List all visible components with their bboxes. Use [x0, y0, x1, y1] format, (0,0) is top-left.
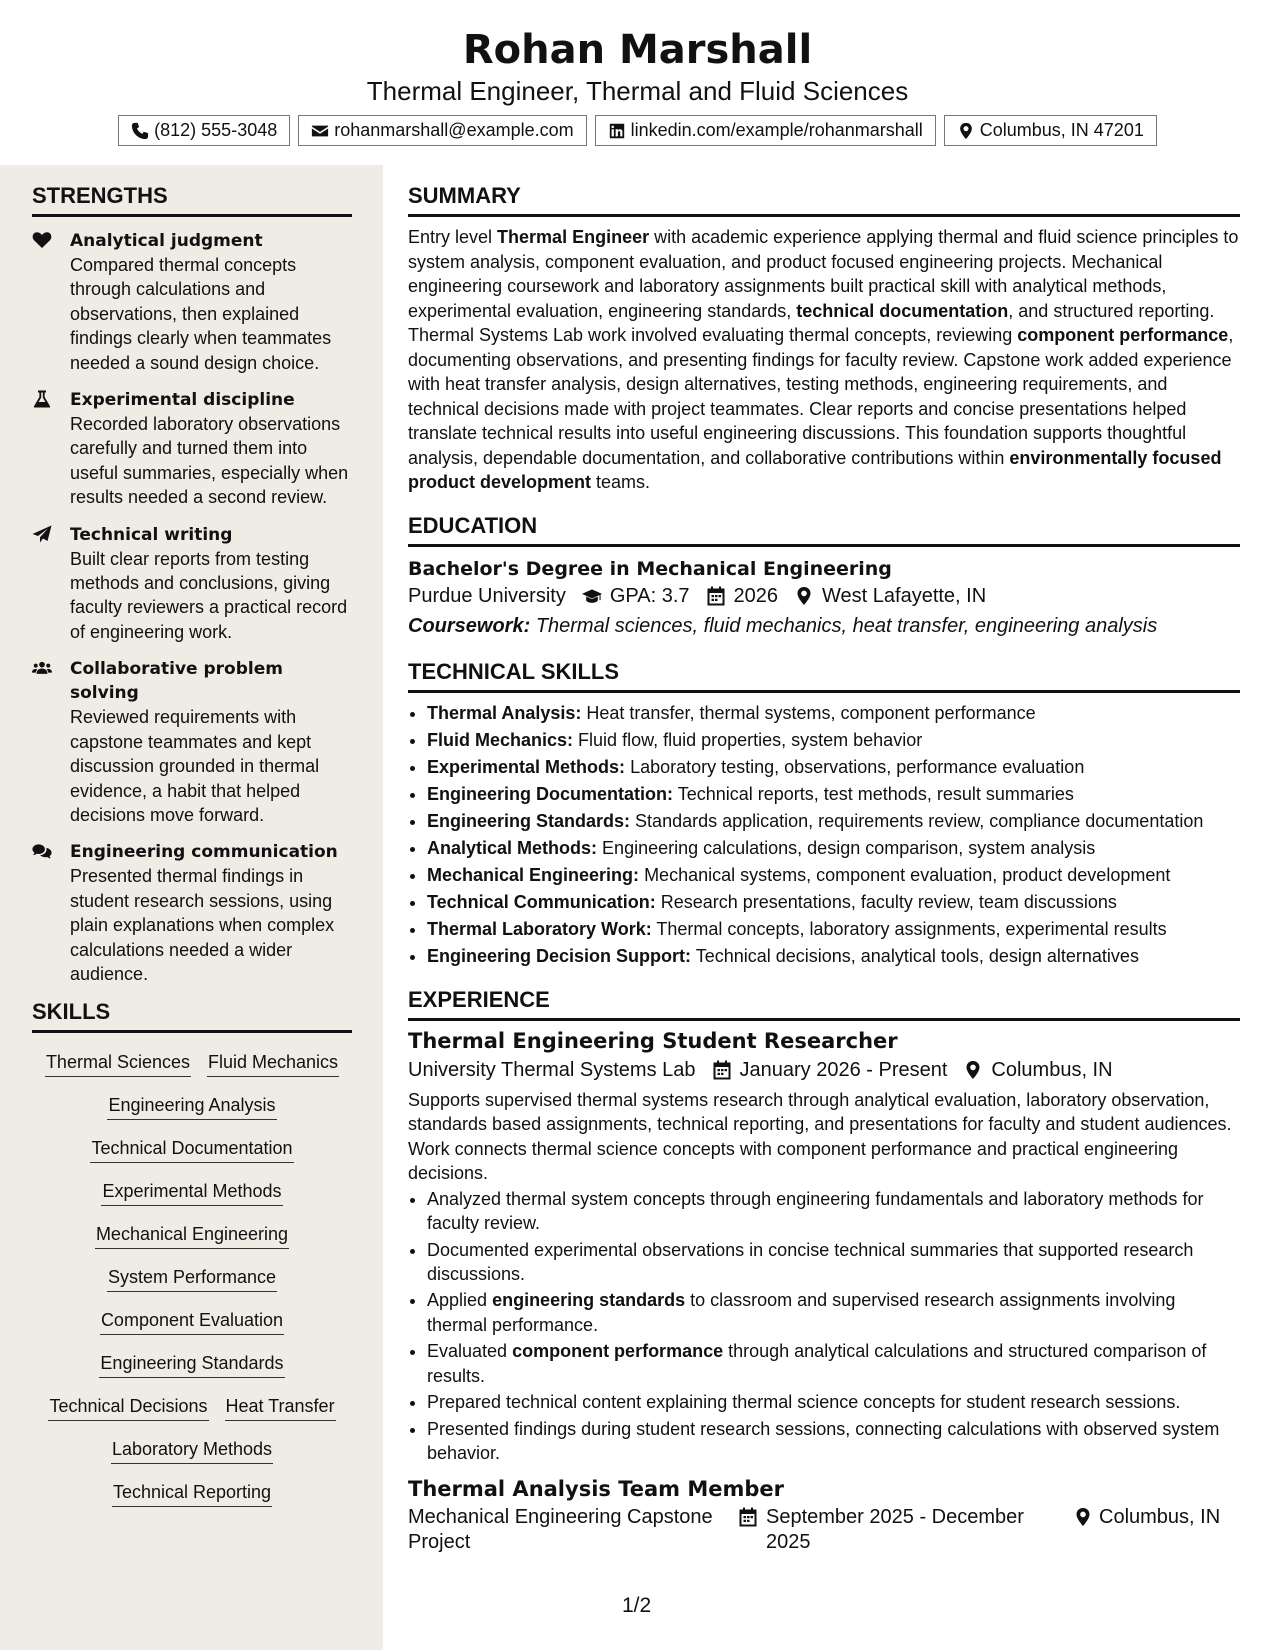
calendar-icon: [706, 586, 726, 606]
heart-icon: [32, 231, 52, 249]
list-item: [427, 728, 1240, 752]
calendar-icon: [712, 1060, 732, 1080]
skill-label: Engineering Documentation:: [427, 783, 674, 804]
list-item: [427, 755, 1240, 779]
map-pin-icon: [957, 122, 975, 140]
text-run: Entry level: [408, 227, 498, 247]
phone-text: (812) 555-3048: [154, 120, 278, 140]
skill-label: Thermal Analysis:: [427, 702, 582, 723]
list-item: [427, 782, 1240, 806]
skill-text: Standards application, requirements review, compliance documentation: [635, 810, 1204, 831]
school-location: West Lafayette, IN: [822, 584, 987, 607]
job-location: Columbus, IN: [991, 1058, 1113, 1081]
gpa-text: GPA: 3.7: [609, 584, 690, 607]
strength-item: [32, 388, 352, 510]
strengths-list: [32, 229, 352, 986]
resume-header: [0, 0, 1275, 165]
emphasis-text: technical documentation: [796, 300, 1009, 321]
education-heading: EDUCATION: [408, 513, 1240, 547]
skill-text: Technical reports, test methods, result summaries: [677, 783, 1074, 804]
strength-title: Analytical judgment: [70, 231, 263, 251]
job-location: Columbus, IN: [1099, 1506, 1221, 1529]
comments-icon: [32, 842, 52, 860]
job-dates: January 2026 - Present: [739, 1058, 948, 1081]
strength-title: Experimental discipline: [70, 390, 295, 411]
strength-desc: Reviewed requirements with capstone teammates and kept discussion grounded in thermal evidence, a habit that helped decisions move forward.: [70, 707, 320, 825]
list-item: [427, 944, 1240, 968]
list-item: [427, 917, 1240, 941]
skill-label: Mechanical Engineering:: [427, 865, 640, 886]
strength-desc: Compared thermal concepts through calculations and observations, then explained findings clearly when teammates needed a sound design choice.: [70, 255, 332, 373]
contact-bar: [0, 115, 1275, 146]
skill-chip: Technical Documentation: [90, 1136, 293, 1163]
text-run: Prepared technical content explaining thermal science concepts for student research sessions.: [427, 1392, 1181, 1413]
skill-chip: System Performance: [107, 1265, 277, 1292]
skill-label: Thermal Laboratory Work:: [427, 919, 652, 940]
map-pin-icon: [963, 1060, 983, 1080]
list-item: [427, 1187, 1240, 1235]
technical-skills-section: [408, 659, 1240, 969]
experience-heading: EXPERIENCE: [408, 987, 1240, 1021]
summary-section: [408, 183, 1240, 495]
skill-chip: Laboratory Methods: [111, 1437, 273, 1464]
map-pin-icon: [1073, 1507, 1093, 1527]
strength-desc: Presented thermal findings in student research sessions, using plain explanations when complex calculations needed a wider audience.: [70, 866, 335, 984]
skill-chip: Engineering Analysis: [107, 1093, 276, 1120]
text-run: Evaluated: [427, 1341, 513, 1362]
skill-text: Research presentations, faculty review, team discussions: [660, 892, 1117, 913]
list-item: [427, 836, 1240, 860]
summary-heading: SUMMARY: [408, 183, 1240, 217]
coursework: [408, 611, 1240, 641]
linkedin-icon: [608, 122, 626, 140]
strength-item: [32, 840, 352, 986]
skill-chip: Technical Reporting: [112, 1480, 272, 1507]
strength-item: [32, 657, 352, 827]
skill-text: Mechanical systems, component evaluation, product development: [644, 865, 1171, 886]
text-run: through analytical calculations and structured comparison of results.: [427, 1341, 1207, 1386]
job-title: Thermal Engineering Student Researcher: [408, 1028, 898, 1053]
text-run: , and structured reporting. Thermal Systems Lab work involved evaluating thermal concepts, reviewing: [408, 300, 1215, 345]
skill-chip: Fluid Mechanics: [207, 1050, 339, 1077]
experience-section: [408, 987, 1240, 1556]
strength-title: Engineering communication: [70, 842, 338, 863]
list-item: [427, 1238, 1240, 1286]
candidate-name: Rohan Marshall: [462, 27, 813, 73]
job-bullets: [408, 1187, 1240, 1466]
emphasis-text: component performance: [1017, 325, 1229, 345]
technical-skills-list: [408, 701, 1240, 969]
skill-chip: Component Evaluation: [100, 1308, 284, 1335]
strengths-heading: STRENGTHS: [32, 183, 352, 217]
text-run: with academic experience applying thermal and fluid science principles to system analysis, component evaluation, and product focused engineering projects. Mechanical engineering coursework and laboratory assignments built practical skill with analytical methods, experimental evaluation, engineering standards,: [408, 227, 1239, 321]
job-dates-group: [738, 1505, 1073, 1555]
skill-text: Thermal concepts, laboratory assignments, experimental results: [656, 919, 1167, 940]
text-run: teams.: [591, 472, 651, 492]
skill-label: Analytical Methods:: [427, 837, 598, 858]
sidebar: [0, 165, 383, 1650]
job-dates: September 2025 - December 2025: [766, 1506, 1024, 1554]
contact-linkedin[interactable]: [595, 115, 936, 146]
school-name: Purdue University: [408, 584, 566, 607]
skill-text: Laboratory testing, observations, performance evaluation: [630, 756, 1085, 777]
emphasis-text: engineering standards: [492, 1290, 686, 1311]
skill-chip: Heat Transfer: [225, 1394, 336, 1421]
skill-chip: Engineering Standards: [99, 1351, 284, 1378]
job-description: Supports supervised thermal systems research through analytical evaluation, laboratory observation, standards based assignments, technical reporting, and presentations for faculty and student audiences. Work connects thermal science concepts with component performance and practical engineering decisions.: [408, 1089, 1232, 1184]
calendar-icon: [738, 1507, 758, 1527]
text-run: Analyzed thermal system concepts through engineering fundamentals and laboratory methods for faculty review.: [427, 1188, 1204, 1233]
list-item: [427, 890, 1240, 914]
flask-icon: [32, 390, 52, 408]
job-org: Mechanical Engineering Capstone Project: [408, 1506, 713, 1554]
job-location-group: [1073, 1505, 1240, 1555]
strength-item: [32, 523, 352, 645]
strength-title: Technical writing: [70, 524, 233, 545]
main-column: [408, 183, 1240, 1573]
text-run: Applied: [427, 1290, 493, 1311]
technical-skills-heading: TECHNICAL SKILLS: [408, 659, 1240, 693]
envelope-icon: [311, 122, 329, 140]
graduation-year: 2026: [733, 584, 779, 607]
contact-phone[interactable]: [118, 115, 290, 146]
list-item: [427, 1288, 1240, 1336]
page-number: 1/2: [622, 1594, 652, 1617]
strength-desc: Built clear reports from testing methods and conclusions, giving faculty reviewers a practical record of engineering work.: [70, 548, 348, 642]
text-run: to classroom and supervised research assignments involving thermal performance.: [427, 1290, 1176, 1335]
skill-label: Fluid Mechanics:: [427, 729, 574, 750]
job-org: University Thermal Systems Lab: [408, 1058, 696, 1081]
text-run: , documenting observations, and presenting findings for faculty review. Capstone work added experience with heat transfer analysis, design alternatives, testing methods, engineering requirements, and technical decisions made with project teammates. Clear reports and concise presentations helped translate technical results into useful engineering discussions. This foundation supports thoughtful analysis, dependable documentation, and collaborative contributions within: [408, 325, 1234, 468]
coursework-text: Thermal sciences, fluid mechanics, heat transfer, engineering analysis: [535, 614, 1158, 637]
list-item: [427, 809, 1240, 833]
skill-label: Engineering Decision Support:: [427, 946, 692, 967]
education-meta: [408, 581, 1240, 611]
list-item: [427, 1339, 1240, 1387]
emphasis-text: environmentally focused product development: [408, 447, 1222, 492]
text-run: Presented findings during student research sessions, connecting calculations with observed system behavior.: [427, 1418, 1220, 1464]
job-title: Thermal Analysis Team Member: [408, 1477, 785, 1502]
list-item: [427, 1390, 1240, 1414]
list-item: [427, 1417, 1240, 1465]
job-meta: [408, 1505, 1240, 1555]
email-text: rohanmarshall@example.com: [334, 120, 574, 140]
skill-chip: Thermal Sciences: [45, 1050, 191, 1077]
linkedin-text: linkedin.com/example/rohanmarshall: [630, 120, 923, 140]
text-run: Documented experimental observations in concise technical summaries that supported research discussions.: [427, 1239, 1194, 1284]
contact-location: [944, 115, 1157, 146]
skill-chip: Mechanical Engineering: [95, 1222, 289, 1249]
job-meta: [408, 1055, 1240, 1085]
summary-text: [408, 225, 1240, 495]
strength-item: [32, 229, 352, 375]
location-text: Columbus, IN 47201: [979, 120, 1144, 140]
skill-text: Heat transfer, thermal systems, component performance: [586, 702, 1036, 723]
strength-title: Collaborative problem solving: [70, 659, 283, 704]
list-item: [427, 701, 1240, 725]
strength-desc: Recorded laboratory observations carefully and turned them into useful summaries, especially when results needed a second review.: [70, 414, 349, 508]
skill-chip: Experimental Methods: [101, 1179, 282, 1206]
skill-label: Experimental Methods:: [427, 756, 626, 777]
education-section: [408, 513, 1240, 641]
skill-chip: Technical Decisions: [48, 1394, 208, 1421]
users-icon: [32, 659, 52, 677]
skill-label: Engineering Standards:: [427, 810, 631, 831]
emphasis-text: Thermal Engineer: [497, 227, 650, 247]
paper-plane-icon: [32, 525, 52, 543]
candidate-title: Thermal Engineer, Thermal and Fluid Sciences: [366, 76, 909, 106]
map-pin-icon: [794, 586, 814, 606]
graduation-cap-icon: [582, 586, 602, 606]
skill-label: Technical Communication:: [427, 892, 656, 913]
skills-heading: SKILLS: [32, 999, 352, 1033]
skill-text: Technical decisions, analytical tools, design alternatives: [695, 946, 1139, 967]
list-item: [427, 863, 1240, 887]
contact-email[interactable]: [298, 115, 586, 146]
phone-icon: [131, 122, 149, 140]
coursework-label: Coursework:: [408, 614, 531, 637]
skills-list: [32, 1050, 352, 1507]
degree-title: Bachelor's Degree in Mechanical Engineering: [408, 557, 892, 580]
skill-text: Engineering calculations, design comparison, system analysis: [602, 837, 1096, 858]
emphasis-text: component performance: [512, 1341, 724, 1362]
skill-text: Fluid flow, fluid properties, system behavior: [578, 729, 923, 750]
